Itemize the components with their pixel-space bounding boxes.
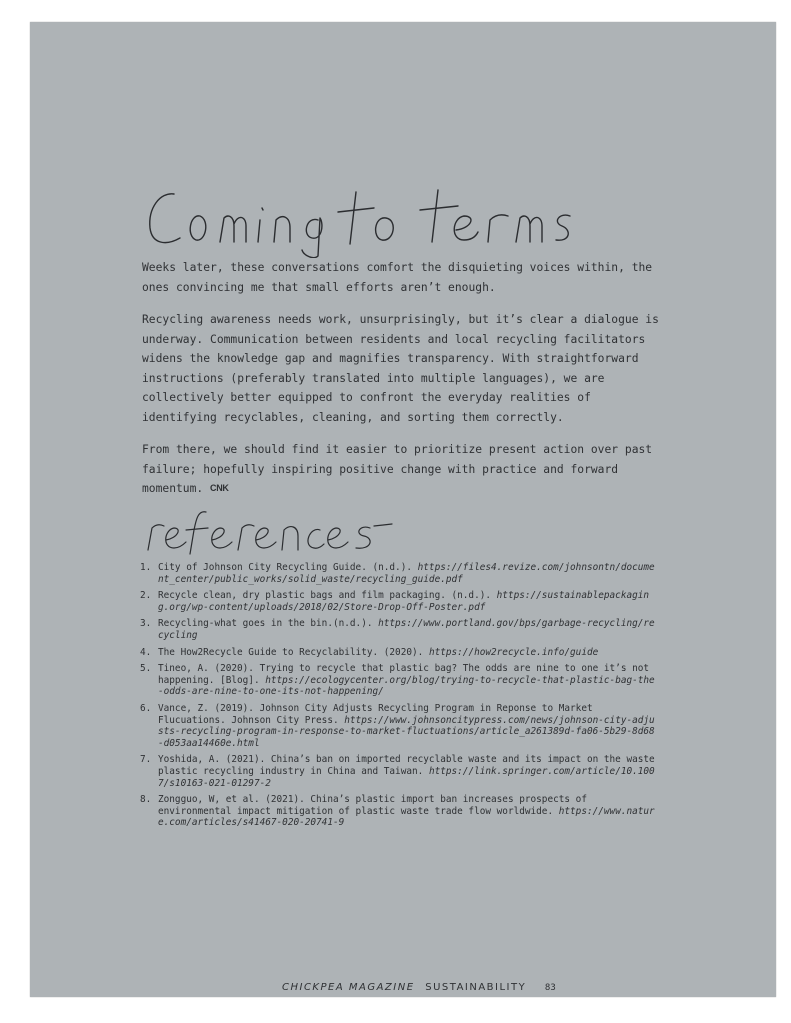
reference-url: https://www.portland.gov/bps/garbage-recycling/recycling — [158, 618, 655, 641]
reference-citation: Tineo, A. (2020). Trying to recycle that plastic bag? The odds are nine to one it’s not happening. [Blog]. — [158, 663, 650, 686]
reference-url: https://ecologycenter.org/blog/trying-to-recycle-that-plastic-bag-the-odds-are-nine-to-one-its-not-happening/ — [158, 674, 655, 698]
reference-item — [140, 618, 660, 641]
reference-number: 6. — [140, 702, 152, 714]
reference-citation: Recycling-what goes in the bin.(n.d.). — [158, 618, 379, 630]
reference-item — [140, 794, 660, 829]
footer-magazine-name: CHICKPEA MAGAZINE — [282, 982, 415, 993]
page-footer — [282, 982, 556, 993]
reference-item — [140, 647, 660, 659]
footer-section-name: SUSTAINABILITY — [425, 982, 527, 993]
handwritten-heading — [142, 170, 702, 258]
reference-item — [140, 562, 660, 585]
paragraph-2: Recycling awareness needs work, unsurprisingly, but it’s clear a dialogue is underway. Communication between residents and local recycling facilitators widens the knowledge gap and magnifies transparency. With straightforward instructions (preferably translated into multiple languages), we are collectively better equipped to confront the everyday realities of identifying recyclables, cleaning, and sorting them correctly. — [142, 313, 659, 424]
reference-url: https://how2recycle.info/guide — [428, 646, 599, 658]
reference-item — [140, 754, 660, 789]
reference-number: 7. — [140, 754, 152, 766]
reference-number: 2. — [140, 590, 152, 602]
reference-url: https://link.springer.com/article/10.1007/s10163-021-01297-2 — [158, 765, 655, 789]
author-signoff: CNK — [210, 483, 229, 493]
reference-item — [140, 590, 660, 613]
reference-citation: Yoshida, A. (2021). China’s ban on imported recyclable waste and its impact on the waste plastic recycling industry in China and Taiwan. — [158, 754, 655, 777]
reference-text — [158, 663, 660, 698]
reference-citation: Zongguo, W, et al. (2021). China’s plastic import ban increases prospects of environmental impact mitigation of plastic waste trade flow worldwide. — [158, 794, 587, 817]
reference-number: 5. — [140, 663, 152, 675]
paragraph-1: Weeks later, these conversations comfort the disquieting voices within, the ones convincing me that small efforts aren’t enough. — [142, 261, 653, 294]
reference-item — [140, 663, 660, 698]
reference-number: 4. — [140, 646, 152, 658]
magazine-page — [30, 22, 776, 997]
reference-citation: City of Johnson City Recycling Guide. (n.d.). — [158, 562, 418, 573]
reference-url: https://sustainablepackaging.org/wp-content/uploads/2018/02/Store-Drop-Off-Poster.pdf — [158, 590, 650, 613]
reference-url: https://files4.revize.com/johnsontn/document_center/public_works/solid_waste/recycling_guide.pdf — [158, 562, 655, 585]
reference-item — [140, 703, 660, 749]
reference-url: https://www.johnsoncitypress.com/news/johnson-city-adjusts-recycling-program-in-response-to-market-fluctuations/article_a261389d-fa06-5b29-8d68-d053aa14460e.html — [158, 714, 655, 749]
reference-text — [158, 618, 660, 641]
page-number: 83 — [544, 983, 556, 993]
reference-text — [158, 590, 660, 613]
reference-citation: The How2Recycle Guide to Recyclability. (2020). — [158, 646, 429, 658]
reference-number: 3. — [140, 618, 152, 630]
reference-number: 8. — [140, 794, 152, 806]
reference-text — [158, 562, 660, 585]
reference-text — [158, 703, 660, 749]
reference-citation: Recycle clean, dry plastic bags and film packaging. (n.d.). — [158, 590, 497, 602]
reference-number: 1. — [140, 562, 152, 573]
paragraph-3 — [142, 440, 662, 499]
reference-citation: Vance, Z. (2019). Johnson City Adjusts Recycling Program in Reponse to Market Flucuations. Johnson City Press. — [158, 702, 593, 726]
paragraph-3-text: From there, we should find it easier to prioritize present action over past failure; hopefully inspiring positive change with practice and forward momentum. — [142, 443, 653, 495]
handwritten-references-heading — [142, 506, 442, 556]
reference-url: https://www.nature.com/articles/s41467-020-20741-9 — [158, 805, 655, 829]
reference-text — [158, 794, 660, 829]
reference-text — [158, 647, 660, 659]
reference-list — [140, 562, 660, 834]
reference-text — [158, 754, 660, 789]
